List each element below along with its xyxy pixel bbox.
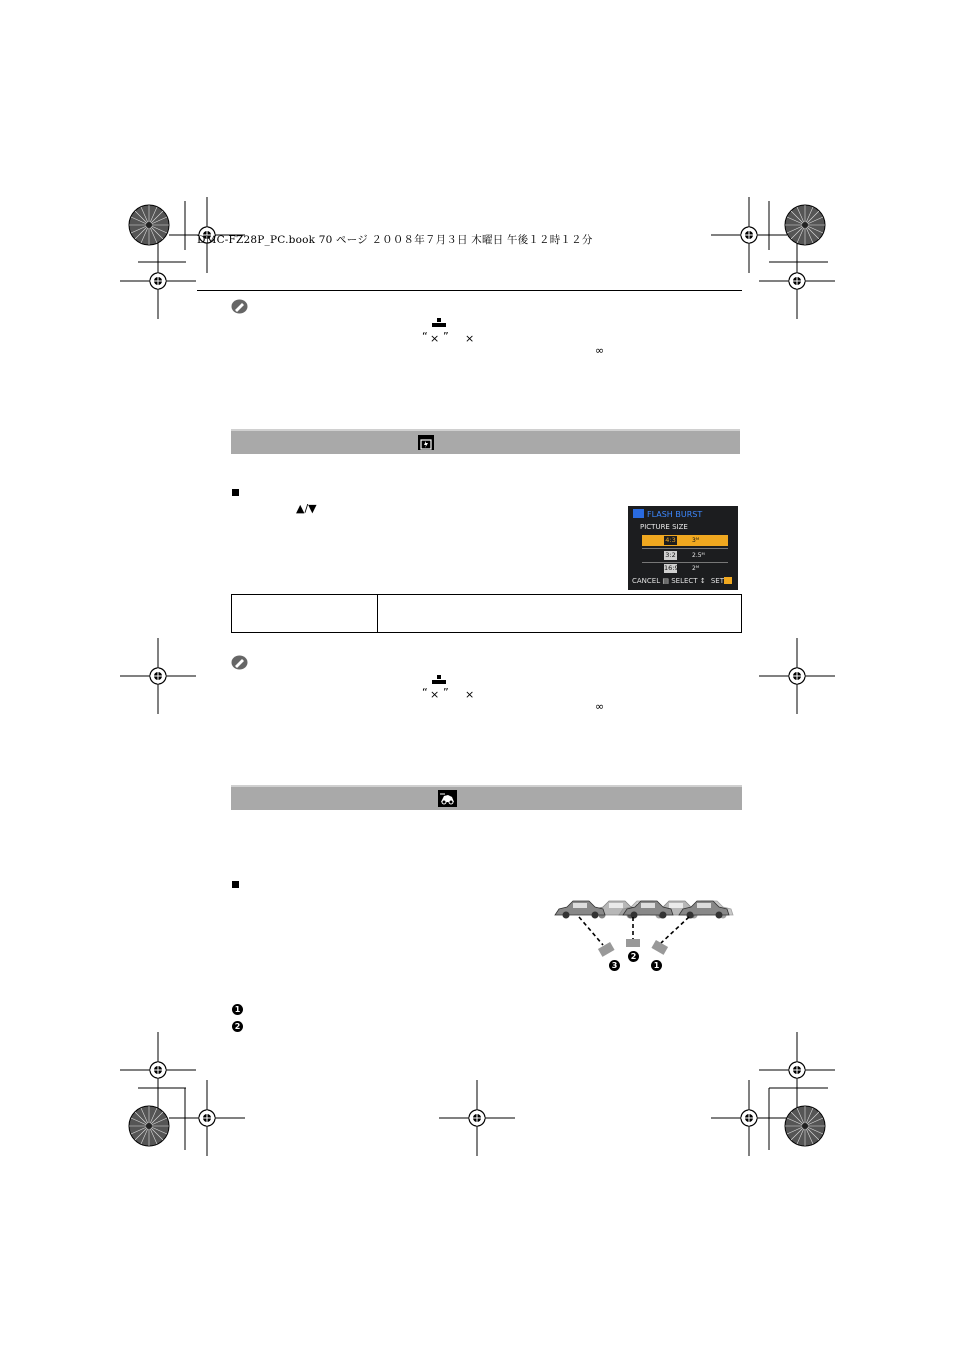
- lcd-option-4-3[interactable]: 4:3 3ᴹ: [642, 535, 728, 546]
- macro-tele-icon: [432, 675, 446, 685]
- book-header-info: DMC-FZ28P_PC.book 70 ページ ２００８年７月３日 木曜日 午後１２時１２分: [197, 234, 593, 246]
- section-header-flash-burst: [231, 429, 740, 454]
- multiply-sign: ×: [465, 688, 475, 701]
- lcd-footer: [632, 577, 736, 585]
- step-bullet: [232, 881, 239, 888]
- panning-mode-icon: [438, 790, 457, 807]
- infinity-sign: ∞: [595, 344, 605, 357]
- lcd-menu-subtitle: PICTURE SIZE: [640, 523, 688, 531]
- header-rule: [197, 290, 742, 291]
- macro-tele-icon: [432, 318, 446, 328]
- multiply-sign: ×: [430, 688, 440, 701]
- lcd-option-16-9[interactable]: 16:9 2ᴹ: [664, 564, 700, 572]
- camera-position-2-icon: [626, 939, 640, 947]
- lcd-set-label: SET: [710, 577, 724, 585]
- lcd-option-3-2[interactable]: 3:2 2.5ᴹ: [665, 551, 705, 559]
- trash-icon: ▤: [662, 577, 669, 585]
- note-pencil-icon: [231, 655, 248, 670]
- multiply-sign: ×: [430, 332, 440, 345]
- callout-number: 3: [609, 960, 620, 971]
- section-header-panning: [231, 785, 742, 810]
- list-number: 1: [232, 1004, 243, 1015]
- updown-icon: ↕: [699, 577, 706, 585]
- quote-open: “: [422, 686, 428, 699]
- multiply-sign: ×: [465, 332, 475, 345]
- lcd-cancel-label: CANCEL: [632, 577, 661, 585]
- flash-burst-table: [231, 594, 742, 633]
- set-button-icon: [724, 577, 732, 584]
- quote-close: ”: [443, 330, 449, 343]
- quote-close: ”: [443, 686, 449, 699]
- flash-burst-mode-icon: [418, 435, 434, 450]
- panning-illustration: [553, 893, 743, 975]
- camera-position-3-icon: [598, 942, 615, 957]
- infinity-sign: ∞: [595, 700, 605, 713]
- lcd-menu-title: FLASH BURST: [631, 509, 735, 521]
- up-down-arrow-keys: ▲/▼: [296, 502, 317, 515]
- callout-number: 2: [628, 951, 639, 962]
- list-number: 2: [232, 1021, 243, 1032]
- camera-position-1-icon: [651, 940, 668, 955]
- lcd-select-label: SELECT: [671, 577, 698, 585]
- camera-lcd-flash-burst-menu: [628, 506, 738, 590]
- callout-number: 1: [651, 960, 662, 971]
- step-bullet: [232, 489, 239, 496]
- flash-burst-tag-icon: [633, 509, 644, 518]
- quote-open: “: [422, 330, 428, 343]
- note-pencil-icon: [231, 299, 248, 314]
